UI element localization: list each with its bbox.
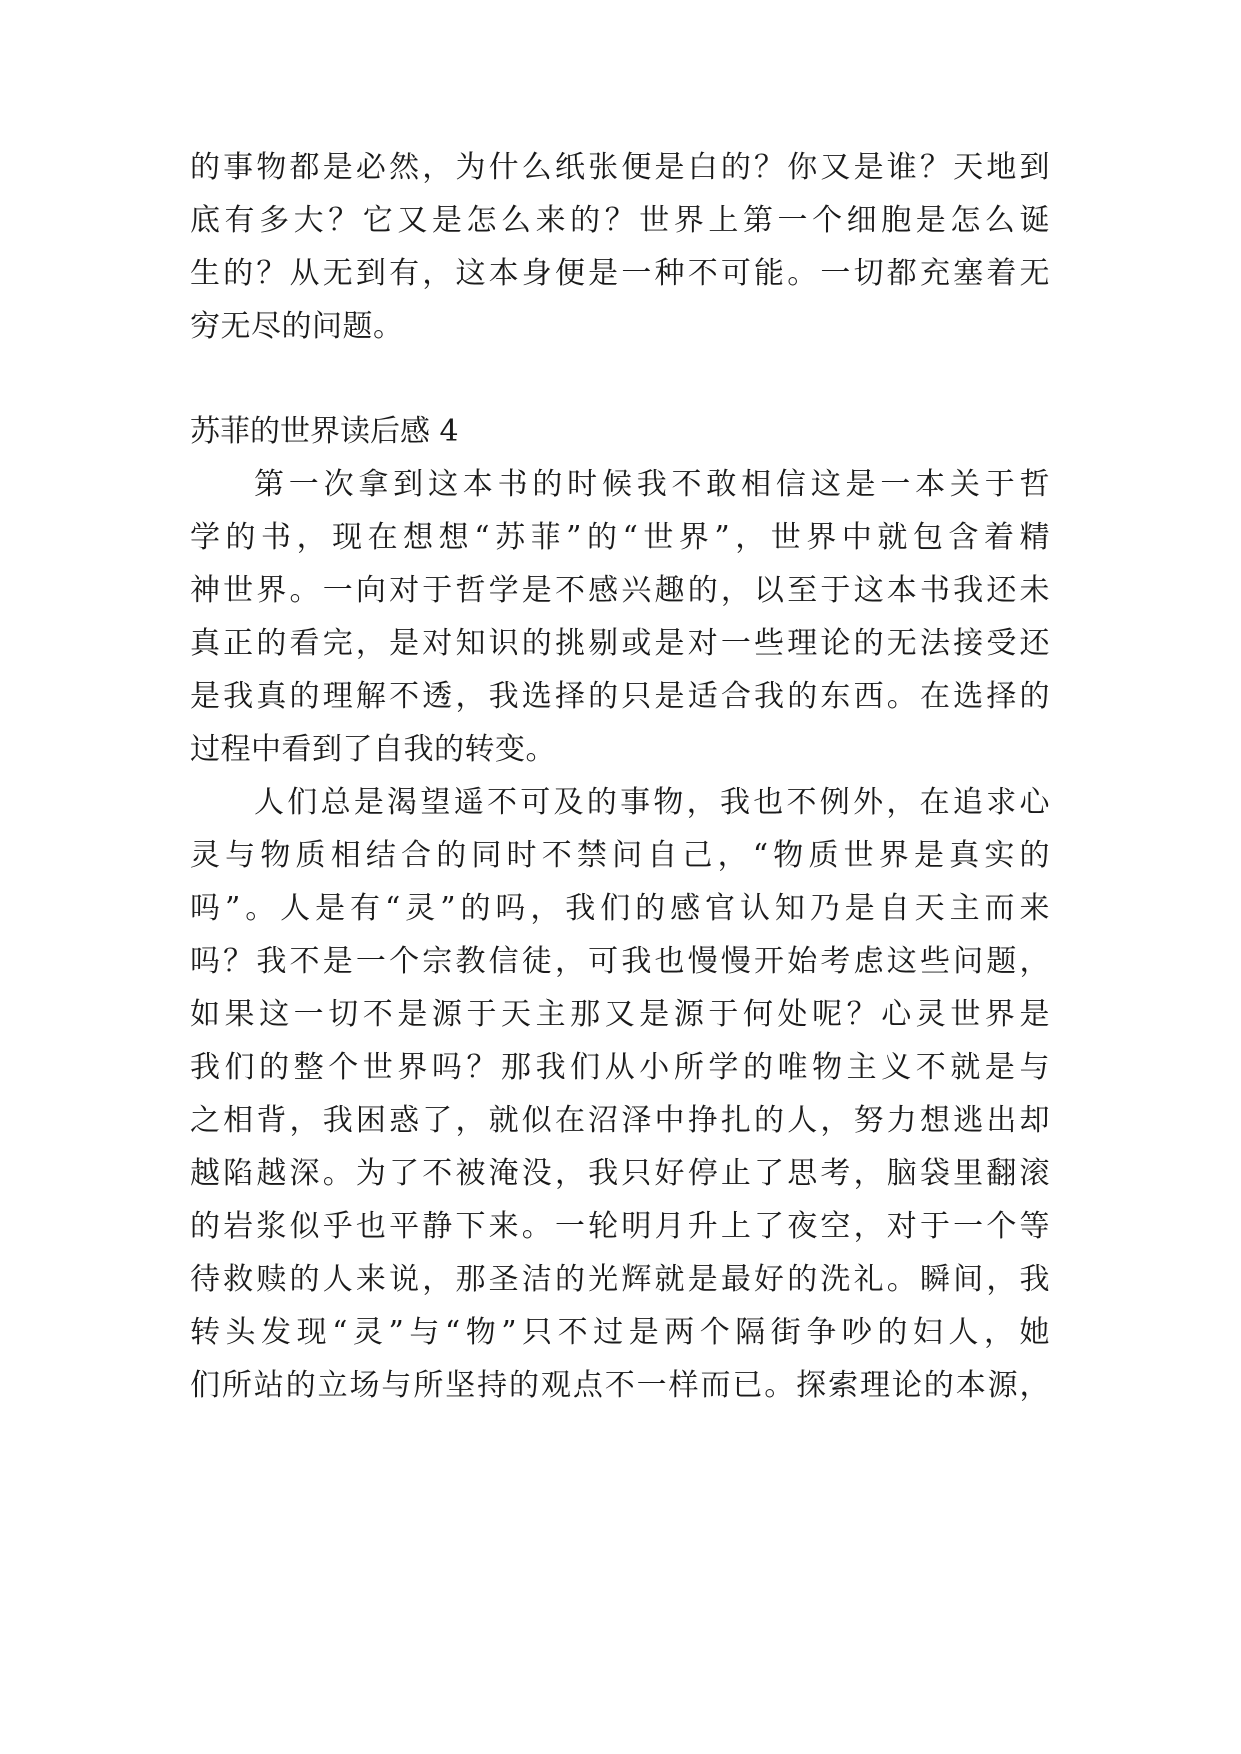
text-line: 灵与物质相结合的同时不禁问自己，“物质世界是真实的 <box>190 838 1050 873</box>
text-line: 吗？我不是一个宗教信徒，可我也慢慢开始考虑这些问题， <box>190 944 1050 979</box>
text-line: 的岩浆似乎也平静下来。一轮明月升上了夜空，对于一个等 <box>190 1209 1050 1244</box>
text-line: 第一次拿到这本书的时候我不敢相信这是一本关于哲 <box>254 467 1050 502</box>
text-line: 生的？从无到有，这本身便是一种不可能。一切都充塞着无 <box>190 256 1050 291</box>
text-line: 我们的整个世界吗？那我们从小所学的唯物主义不就是与 <box>190 1050 1050 1085</box>
section-title: 苏菲的世界读后感 4 <box>190 414 459 449</box>
text-line: 神世界。一向对于哲学是不感兴趣的，以至于这本书我还未 <box>190 573 1050 608</box>
text-line: 人们总是渴望遥不可及的事物，我也不例外，在追求心 <box>254 785 1050 820</box>
text-line: 过程中看到了自我的转变。 <box>190 732 556 767</box>
text-line: 吗”。人是有“灵”的吗，我们的感官认知乃是自天主而来 <box>190 891 1050 926</box>
text-line: 如果这一切不是源于天主那又是源于何处呢？心灵世界是 <box>190 997 1050 1032</box>
text-line: 底有多大？它又是怎么来的？世界上第一个细胞是怎么诞 <box>190 203 1050 238</box>
text-line: 真正的看完，是对知识的挑剔或是对一些理论的无法接受还 <box>190 626 1050 661</box>
text-line: 们所站的立场与所坚持的观点不一样而已。探索理论的本源， <box>190 1368 1050 1403</box>
text-line: 学的书，现在想想“苏菲”的“世界”，世界中就包含着精 <box>190 520 1050 555</box>
text-line: 的事物都是必然，为什么纸张便是白的？你又是谁？天地到 <box>190 150 1050 185</box>
text-line: 越陷越深。为了不被淹没，我只好停止了思考，脑袋里翻滚 <box>190 1156 1050 1191</box>
text-line: 转头发现“灵”与“物”只不过是两个隔街争吵的妇人，她 <box>190 1315 1050 1350</box>
text-line: 之相背，我困惑了，就似在沼泽中挣扎的人，努力想逃出却 <box>190 1103 1050 1138</box>
text-line: 穷无尽的问题。 <box>190 309 404 344</box>
text-line: 是我真的理解不透，我选择的只是适合我的东西。在选择的 <box>190 679 1050 714</box>
text-line: 待救赎的人来说，那圣洁的光辉就是最好的洗礼。瞬间，我 <box>190 1262 1050 1297</box>
